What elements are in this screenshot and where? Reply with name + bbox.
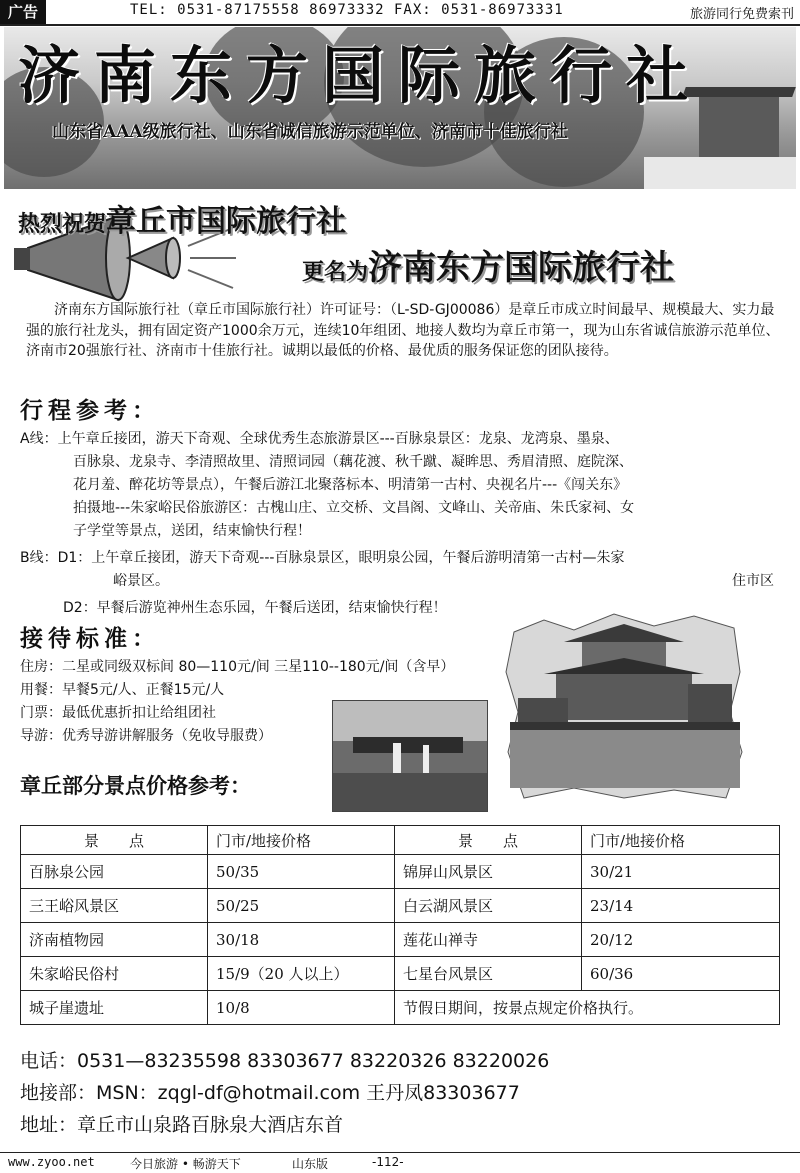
bridge-shape — [644, 157, 796, 189]
reception-item — [20, 702, 454, 725]
headline-old-name: 章丘市国际旅行社 — [106, 204, 347, 239]
table-row — [21, 855, 780, 889]
price-table — [20, 825, 780, 1025]
headline-rename — [302, 240, 674, 289]
reception-label: 导游： — [20, 728, 62, 744]
route-a — [20, 428, 780, 543]
column-header: 门市/地接价格 — [208, 826, 395, 855]
table-cell: 50/25 — [208, 889, 395, 923]
route-b — [20, 547, 780, 620]
reception-item — [20, 725, 454, 748]
route-b-line-text: 峪景区。 — [113, 573, 169, 589]
table-row — [21, 957, 780, 991]
reception-text: 二星或同级双标间 80—110元/间 三星110--180元/间（含早） — [62, 659, 455, 675]
headline-congrats — [18, 196, 346, 240]
headline-rename-prefix: 更名为 — [302, 260, 369, 285]
table-row — [21, 923, 780, 957]
table-cell: 朱家峪民俗村 — [21, 957, 208, 991]
route-b-line: B线：D1：上午章丘接团，游天下奇观---百脉泉景区，眼明泉公园，午餐后游明清第一古村—朱家 — [20, 550, 625, 566]
table-cell: 锦屏山风景区 — [395, 855, 582, 889]
table-cell: 23/14 — [582, 889, 780, 923]
page-number: -112- — [372, 1155, 404, 1169]
route-b-stay-note: 住市区 — [732, 573, 774, 589]
company-subtitle: 山东省AAA级旅行社、山东省诚信旅游示范单位、济南市十佳旅行社 — [52, 122, 568, 142]
reception-text: 最低优惠折扣让给组团社 — [62, 705, 216, 721]
route-a-line: 花月羞、醉花坊等景点），午餐后游江北聚落标本、明清第一古村、央视名片---《闯关东》 — [73, 477, 628, 493]
table-row — [21, 889, 780, 923]
slogan: 今日旅游 • 畅游天下 — [130, 1157, 241, 1171]
table-cell: 10/8 — [208, 991, 395, 1025]
column-header: 景 点 — [21, 826, 208, 855]
intro-paragraph: 济南东方国际旅行社（章丘市国际旅行社）许可证号：（L-SD-GJ00086）是章丘市成立时间最早、规模最大、实力最强的旅行社龙头，拥有固定资产1000余万元，连续10年组团、地接人数均为章丘市第一，现为山东省诚信旅游示范单位、济南市20强旅行社、济南市十佳旅行社。诚期以最低的价格、最优质的服务保证您的团队接待。 — [26, 302, 780, 359]
fountain-jet-shape — [423, 745, 429, 773]
route-a-line: 子学堂等景点，送团，结束愉快行程！ — [73, 523, 311, 539]
route-a-line: A线：上午章丘接团，游天下奇观、全球优秀生态旅游景区---百脉泉景区：龙泉、龙湾泉、墨泉、 — [20, 431, 619, 447]
route-a-line: 拍摄地---朱家峪民俗旅游区：古槐山庄、立交桥、文昌阁、文峰山、关帝庙、朱氏家祠、女 — [73, 500, 635, 516]
footer-phone: 电话：0531—83235598 83303677 83220326 83220026 — [20, 1050, 550, 1072]
free-index-tag: 旅游同行免费索刊 — [689, 7, 794, 22]
reception-heading: 接待标准： — [20, 626, 160, 652]
table-cell: 60/36 — [582, 957, 780, 991]
table-cell: 七星台风景区 — [395, 957, 582, 991]
price-heading: 章丘部分景点价格参考： — [20, 774, 251, 798]
table-row — [21, 991, 780, 1025]
column-header: 门市/地接价格 — [582, 826, 780, 855]
table-cell: 30/18 — [208, 923, 395, 957]
headline-new-name: 济南东方国际旅行社 — [368, 248, 675, 288]
edition: 山东版 — [292, 1157, 329, 1171]
column-header: 景 点 — [395, 826, 582, 855]
reception-label: 住房： — [20, 659, 62, 675]
reception-label: 门票： — [20, 705, 62, 721]
table-cell: 济南植物园 — [21, 923, 208, 957]
route-b-line — [20, 570, 780, 593]
pavilion-photo — [504, 612, 744, 800]
table-cell: 20/12 — [582, 923, 780, 957]
table-cell: 百脉泉公园 — [21, 855, 208, 889]
ground-shape — [333, 773, 487, 811]
table-note-cell: 节假日期间，按景点规定价格执行。 — [395, 991, 780, 1025]
pavilion-body-shape — [699, 97, 779, 157]
table-cell: 15/9（20 人以上） — [208, 957, 395, 991]
reception-item — [20, 679, 454, 702]
bottom-bar — [0, 1152, 800, 1173]
route-b-line: D2：早餐后游览神州生态乐园，午餐后送团，结束愉快行程！ — [63, 600, 447, 616]
headline-congrats-prefix: 热烈祝贺 — [18, 212, 107, 237]
table-cell: 三王峪风景区 — [21, 889, 208, 923]
table-cell: 50/35 — [208, 855, 395, 889]
table-cell: 白云湖风景区 — [395, 889, 582, 923]
company-title: 济南东方国际旅行社 — [18, 39, 703, 112]
reception-label: 用餐： — [20, 682, 62, 698]
itinerary-heading: 行程参考： — [20, 398, 160, 424]
ad-tag: 广告 — [0, 0, 46, 24]
table-cell: 30/21 — [582, 855, 780, 889]
route-a-line: 百脉泉、龙泉寺、李清照故里、清照词园（藕花渡、秋千蹴、凝眸思、秀眉清照、庭院深、 — [73, 454, 633, 470]
table-header-row — [21, 826, 780, 855]
site-url: www.zyoo.net — [8, 1155, 95, 1169]
footer-address: 地址：章丘市山泉路百脉泉大酒店东首 — [20, 1114, 344, 1136]
reception-text: 优秀导游讲解服务（免收导服费） — [62, 728, 272, 744]
reception-text: 早餐5元/人、正餐15元/人 — [62, 682, 225, 698]
reception-list — [20, 656, 454, 748]
footer-msn: 地接部：MSN：zqgl-df@hotmail.com 王丹凤83303677 — [20, 1082, 520, 1104]
top-contact-line: TEL: 0531-87175558 86973332 FAX: 0531-86973331 — [130, 2, 564, 18]
reception-item — [20, 656, 454, 679]
table-cell: 城子崖遗址 — [21, 991, 208, 1025]
table-cell: 莲花山禅寺 — [395, 923, 582, 957]
